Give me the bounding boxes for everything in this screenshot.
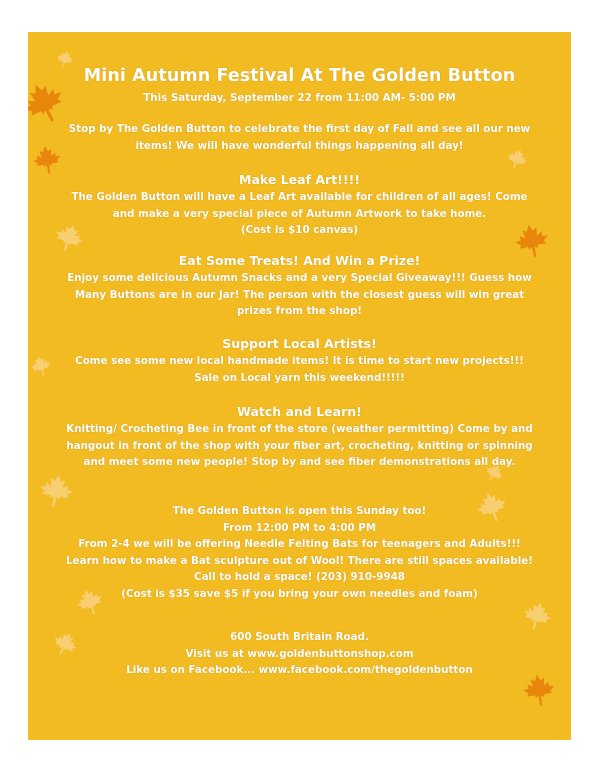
sunday-line: (Cost is $35 save $5 if you bring your own needles and foam)	[121, 587, 478, 600]
sunday-line: From 12:00 PM to 4:00 PM	[222, 521, 377, 534]
sunday-info	[40, 503, 559, 602]
website-line: Visit us at www.goldenbuttonshop.com	[185, 647, 414, 660]
phone-line: Call to hold a space! (203) 910-9948	[194, 571, 405, 583]
section-line: Many Buttons are in our Jar! The person with the closest guess will win great	[74, 288, 525, 301]
section-line: (Cost is $10 canvas)	[240, 224, 359, 236]
intro-paragraph	[40, 121, 559, 154]
section-line: hangout in front of the shop with your fiber art, crocheting, knitting or spinning	[66, 439, 533, 452]
intro-line: items! We will have wonderful things happening all day!	[135, 139, 464, 152]
section-line: Knitting/ Crocheting Bee in front of the store (weather permitting) Come by and	[66, 423, 533, 435]
sunday-line: From 2-4 we will be offering Needle Felting Bats for teenagers and Adults!!!	[78, 538, 521, 550]
flyer-content	[28, 32, 571, 740]
section-line: Enjoy some delicious Autumn Snacks and a very Special Giveaway!!! Guess how	[67, 272, 532, 284]
section-line: Sale on Local yarn this weekend!!!!!	[194, 371, 405, 384]
intro-line: Stop by The Golden Button to celebrate the first day of Fall and see all our new	[68, 123, 531, 135]
address-line: 600 South Britain Road.	[230, 631, 369, 643]
section-heading: Make Leaf Art!!!!	[239, 172, 360, 187]
section-line: Come see some new local handmade items! It is time to start new projects!!!	[75, 355, 524, 367]
section-line: The Golden Button will have a Leaf Art available for children of all ages! Come	[71, 191, 528, 203]
section-line: and make a very special piece of Autumn Artwork to take home.	[112, 207, 487, 220]
section-heading: Watch and Learn!	[237, 404, 362, 419]
contact-info	[40, 629, 559, 679]
facebook-line: Like us on Facebook... www.facebook.com/thegoldenbutton	[126, 664, 473, 676]
flyer-page	[28, 32, 571, 740]
date-text: This Saturday, September 22 from 11:00 AM- 5:00 PM	[143, 92, 456, 104]
section-line: and meet some new people! Stop by and see fiber demonstrations all day.	[83, 456, 516, 468]
flyer-title: Mini Autumn Festival At The Golden Button	[83, 66, 516, 86]
sunday-line: Learn how to make a Bat sculpture out of Wool! There are still spaces available!	[66, 554, 533, 567]
section-treats-prize	[40, 252, 559, 320]
sunday-line: The Golden Button is open this Sunday too!	[172, 505, 427, 517]
section-leaf-art	[40, 171, 559, 239]
date-line	[40, 90, 559, 107]
section-local-artists	[40, 335, 559, 386]
section-line: prizes from the shop!	[236, 305, 363, 317]
section-watch-learn	[40, 403, 559, 471]
section-heading: Support Local Artists!	[222, 336, 377, 351]
section-heading: Eat Some Treats! And Win a Prize!	[178, 253, 421, 268]
